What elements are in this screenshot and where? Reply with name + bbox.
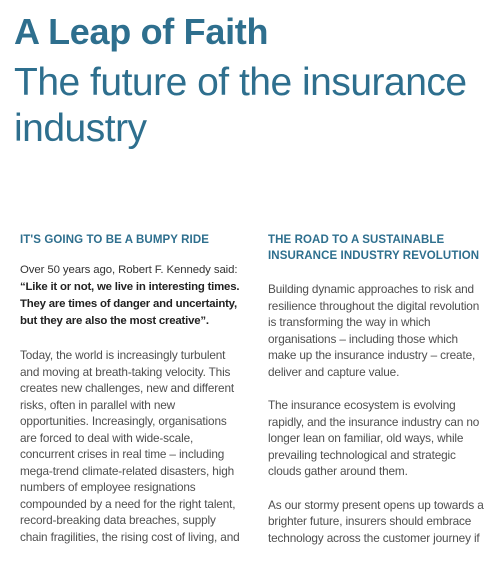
document-subtitle: The future of the insurance industry xyxy=(14,61,467,150)
intro-text: Over 50 years ago, Robert F. Kennedy said: xyxy=(20,264,238,276)
section-heading-bumpy-ride: IT'S GOING TO BE A BUMPY RIDE xyxy=(20,234,210,246)
body-paragraph: The insurance ecosystem is evolving rapidly, and the insurance industry can no longer lean on familiar, old ways, while prevailing technological and strategic clouds gather around them. xyxy=(268,398,480,478)
body-paragraph: Building dynamic approaches to risk and resilience throughout the digital revolution is transforming the way in which organisations – including those which make up the insurance industry – create, deliver and capture value. xyxy=(268,282,480,379)
kennedy-quote: “Like it or not, we live in interesting times. They are times of danger and uncertainty, but they are also the most creative”. xyxy=(20,281,240,327)
section-heading-road-to-revolution: THE ROAD TO A SUSTAINABLE INSURANCE INDUSTRY REVOLUTION xyxy=(268,234,480,262)
document-title: A Leap of Faith xyxy=(14,11,269,52)
right-column xyxy=(268,232,488,563)
left-column xyxy=(20,232,242,562)
body-paragraph: As our stormy present opens up towards a brighter future, insurers should embrace technology across the customer journey if xyxy=(268,497,484,545)
body-paragraph: Today, the world is increasingly turbulent and moving at breath-taking velocity. This creates new challenges, new and different risks, often in parallel with new opportunities. Increasingly, organisations are forced to deal with wide-scale, concurrent crises in real time – including mega-trend climate-related disasters, high numbers of employee resignations compounded by a need for the right talent, record-breaking data breaches, supply chain fragilities, the rising cost of living, and xyxy=(20,348,240,544)
